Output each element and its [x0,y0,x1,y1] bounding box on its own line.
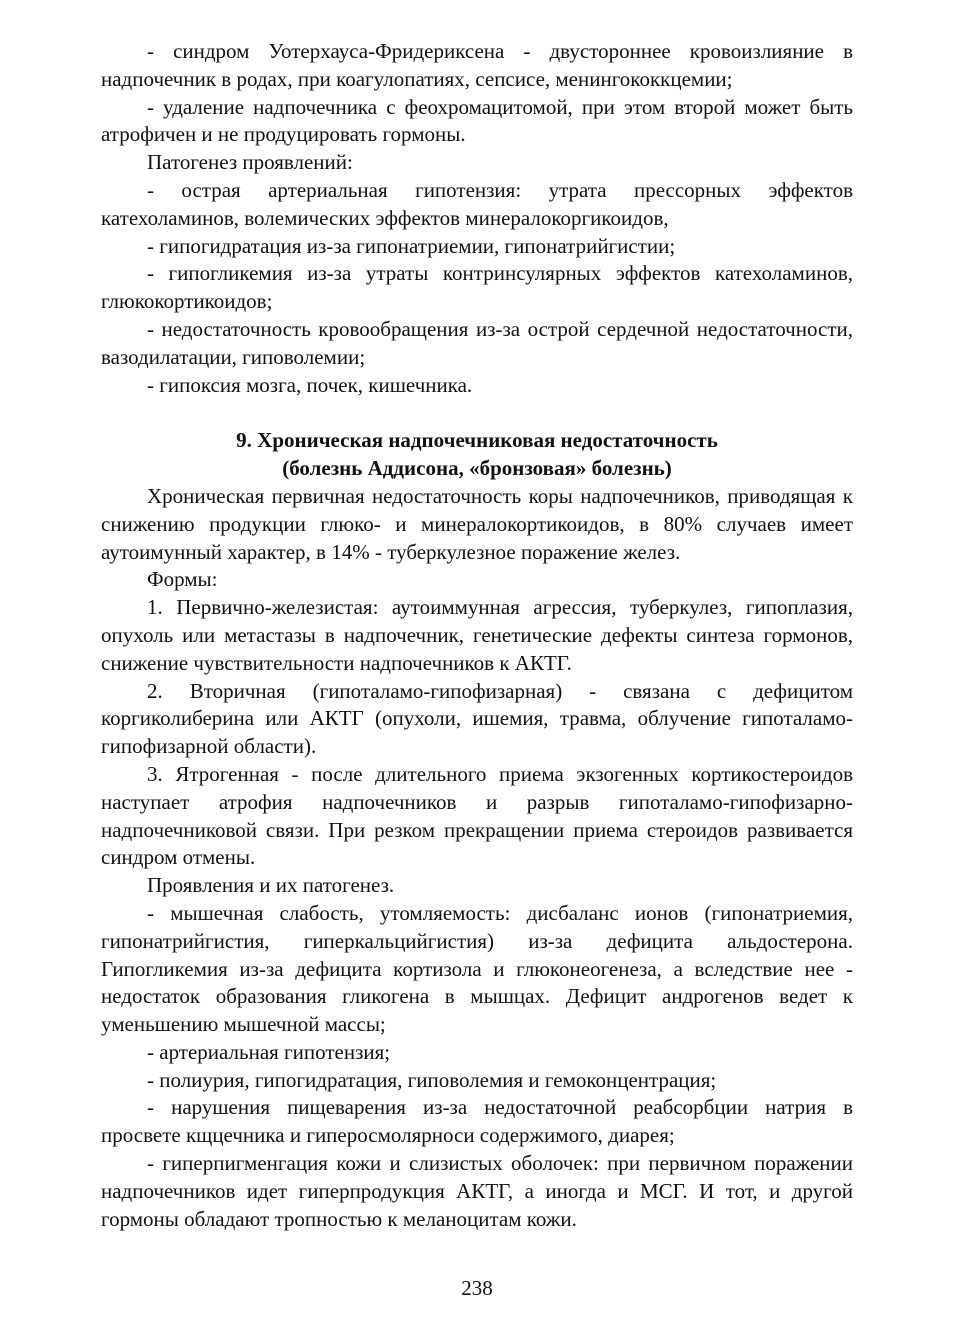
section-heading-line1: 9. Хроническая надпочечниковая недостаточность [236,428,718,453]
paragraph-digestion: - нарушения пищеварения из-за недостаточной реабсорбции натрия в просвете кщцечника и гиперосмолярноси содержимого, диарея; [101,1095,853,1148]
paragraph-form-iatrogenic: 3. Ятрогенная - после длительного приема экзогенных кортикостероидов наступает атрофия надпочечников и разрыв гипоталамо-гипофизарно-надпочечниковой связи. При резком прекращении приема стероидов развивается синдром отмены. [101,761,853,870]
page-body [101,38,853,1233]
paragraph-form-secondary: 2. Вторичная (гипоталамо-гипофизарная) - связана с дефицитом коргиколиберина или АКТГ (опухоли, ишемия, травма, облучение гипоталамо-гипофизарной области). [101,678,853,759]
paragraph-hyperpigmentation: - гиперпигменгация кожи и слизистых оболочек: при первичном поражении надпочечников идет гиперпродукция АКТГ, а иногда и МСГ. И тот, и другой гормоны обладают тропностью к меланоцитам кожи. [101,1151,853,1231]
paragraph-pathogenesis-title: Патогенез проявлений: [147,150,353,175]
paragraph-definition: Хроническая первичная недостаточность коры надпочечников, приводящая к снижению продукции глюко- и минералокортикоидов, в 80% случаев имеет аутоимунный характер, в 14% - туберкулезное поражение желез. [101,483,853,564]
paragraph-hypoglycemia: - гипогликемия из-за утраты контринсулярных эффектов катехоламинов, глюкокортикоидов; [101,261,853,314]
paragraph-forms-title: Формы: [147,567,218,592]
paragraph-hypohydration: - гипогидратация из-за гипонатриемии, гипонатрийгистии; [147,233,676,258]
paragraph-manifestations-title: Проявления и их патогенез. [147,873,395,898]
paragraph-hypoxia: - гипоксия мозга, почек, кишечника. [147,372,473,397]
page-number: 238 [461,1276,493,1300]
paragraph-muscle-weakness: - мышечная слабость, утомляемость: дисбаланс ионов (гипонатриемия, гипонатрийгистия, гиперкальцийгистия) из-за дефицита альдостерона. Гипогликемия из-за дефицита кортизола и глюконеогенеза, а вследствие нее - недостаток образования гликогена в мышцах. Дефицит андрогенов ведет к уменьшению мышечной массы; [101,900,853,1037]
paragraph-hypotension: - острая артериальная гипотензия: утрата прессорных эффектов катехоламинов, волемических эффектов минералокоргикоидов, [101,177,853,230]
section-heading-line2: (болезнь Аддисона, «бронзовая» болезнь) [282,456,672,481]
paragraph-polyuria: - полиурия, гипогидратация, гиповолемия и гемоконцентрация; [147,1067,717,1092]
paragraph-form-primary: 1. Первично-железистая: аутоиммунная агрессия, туберкулез, гипоплазия, опухоль или метастазы в надпочечник, генетические дефекты синтеза гормонов, снижение чувствительности надпочечников к АКТГ. [101,595,853,675]
paragraph-arterial-hypotension: - артериальная гипотензия; [147,1039,391,1064]
section-heading [101,427,853,483]
paragraph-adrenalectomy: - удаление надпочечника с феохромацитомой, при этом второй может быть атрофичен и не продуцировать гормоны. [101,94,853,147]
paragraph-waterhouse: - синдром Уотерхауса-Фридериксена - двустороннее кровоизлияние в надпочечник в родах, при коагулопатиях, сепсисе, менингококкцемии; [101,39,853,91]
paragraph-circulatory-failure: - недостаточность кровообращения из-за острой сердечной недостаточности, вазодилатации, гиповолемии; [101,316,853,369]
